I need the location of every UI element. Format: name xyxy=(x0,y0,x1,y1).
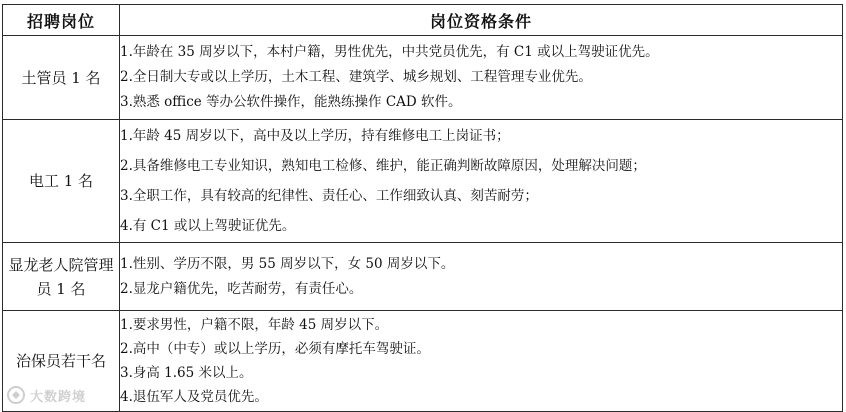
recruitment-table xyxy=(2,4,843,412)
requirement-line: 4.退伍军人及党员优先。 xyxy=(120,389,268,405)
table-row-security-officer xyxy=(3,311,843,412)
requirements-cell xyxy=(120,36,843,120)
requirement-line: 3.身高 1.65 米以上。 xyxy=(120,365,253,381)
table-header-row xyxy=(3,5,843,36)
requirement-line: 3.熟悉 office 等办公软件操作，能熟练操作 CAD 软件。 xyxy=(120,94,462,110)
requirement-line: 2.全日制大专或以上学历，土木工程、建筑学、城乡规划、工程管理专业优先。 xyxy=(120,69,592,85)
table-row-electrician xyxy=(3,120,843,243)
requirement-line: 2.高中（中专）或以上学历，必须有摩托车驾驶证。 xyxy=(120,341,430,357)
position-cell: 显龙老人院管理员 1 名 xyxy=(3,243,120,311)
requirement-line: 3.全职工作，具有较高的纪律性、责任心、工作细致认真、刻苦耐劳； xyxy=(120,188,538,204)
requirement-line: 2.具备维修电工专业知识，熟知电工检修、维护，能正确判断故障原因，处理解决问题； xyxy=(120,158,646,174)
requirement-line: 4.有 C1 或以上驾驶证优先。 xyxy=(120,218,296,234)
requirement-line: 2.显龙户籍优先，吃苦耐劳，有责任心。 xyxy=(120,280,363,297)
requirement-line: 1.年龄 45 周岁以下，高中及以上学历，持有维修电工上岗证书； xyxy=(120,128,510,144)
header-requirements: 岗位资格条件 xyxy=(120,5,843,36)
position-cell: 电工 1 名 xyxy=(3,120,120,243)
table-row-nursing-home-admin xyxy=(3,243,843,311)
requirements-cell xyxy=(120,311,843,412)
requirement-line: 1.要求男性，户籍不限，年龄 45 周岁以下。 xyxy=(120,317,389,333)
table-row-land-officer xyxy=(3,36,843,120)
watermark-text: 大数跨境 xyxy=(30,389,87,405)
requirements-cell xyxy=(120,243,843,311)
position-cell: 治保员若干名 xyxy=(3,311,120,412)
requirement-line: 1.性别、学历不限，男 55 周岁以下，女 50 周岁以下。 xyxy=(120,255,455,272)
position-cell: 土管员 1 名 xyxy=(3,36,120,120)
requirement-line: 1.年龄在 35 周岁以下，本村户籍，男性优先，中共党员优先，有 C1 或以上驾驶证优先。 xyxy=(120,44,659,60)
requirements-cell xyxy=(120,120,843,243)
header-position: 招聘岗位 xyxy=(3,5,120,36)
